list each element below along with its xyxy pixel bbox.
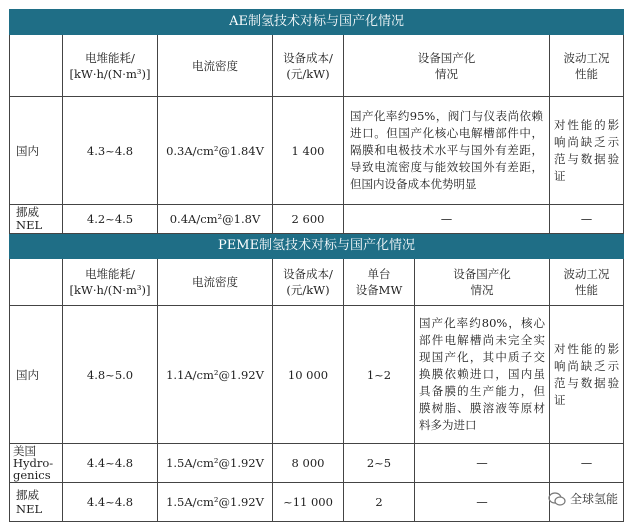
comparison-table	[9, 9, 624, 522]
table-row	[10, 306, 624, 444]
row-name: 挪威 NEL	[10, 205, 63, 234]
table-row	[10, 205, 624, 234]
current-cell: 1.5A/cm²@1.92V	[158, 444, 273, 483]
peme-header-localization-text: 设备国产化 情况	[453, 267, 511, 297]
ae-title: AE制氢技术对标与国产化情况	[10, 10, 624, 35]
mw-cell: 2~5	[344, 444, 415, 483]
row-name: 美国 Hydro- genics	[10, 444, 63, 483]
energy-cell: 4.3~4.8	[63, 97, 158, 205]
ae-header-fluctuation-text: 波动工况 性能	[563, 50, 610, 81]
peme-header-localization	[415, 259, 550, 306]
current-cell: 1.5A/cm²@1.92V	[158, 483, 273, 522]
peme-title-row	[10, 234, 624, 259]
wechat-icon	[548, 492, 566, 506]
peme-header-current: 电流密度	[158, 259, 273, 306]
peme-header-energy	[63, 259, 158, 306]
current-cell: 1.1A/cm²@1.92V	[158, 306, 273, 444]
localization-cell: —	[344, 205, 550, 234]
peme-header-mw	[344, 259, 415, 306]
peme-header-cost	[273, 259, 344, 306]
ae-header-fluctuation	[550, 35, 624, 97]
cost-cell: 1 400	[273, 97, 344, 205]
row-name: 国内	[10, 306, 63, 444]
mw-cell: 2	[344, 483, 415, 522]
ae-header-blank	[10, 35, 63, 97]
ae-header-localization-text: 设备国产化 情况	[417, 50, 476, 81]
peme-header-cost-text: 设备成本/ (元/kW)	[283, 267, 333, 297]
cost-cell: ~11 000	[273, 483, 344, 522]
peme-header-row	[10, 259, 624, 306]
ae-header-cost-text: 设备成本/ (元/kW)	[283, 50, 333, 81]
cost-cell: 10 000	[273, 306, 344, 444]
peme-header-energy-text: 电堆能耗/ [kW·h/(N·m³)]	[69, 267, 151, 297]
ae-header-energy-text: 电堆能耗/ [kW·h/(N·m³)]	[69, 50, 151, 81]
peme-header-fluctuation	[550, 259, 624, 306]
cost-cell: 2 600	[273, 205, 344, 234]
row-name: 国内	[10, 97, 63, 205]
ae-header-current: 电流密度	[158, 35, 273, 97]
energy-cell: 4.4~4.8	[63, 483, 158, 522]
watermark-text: 全球氢能	[569, 492, 618, 506]
fluctuation-cell: —	[550, 444, 624, 483]
ae-header-cost	[273, 35, 344, 97]
ae-header-row	[10, 35, 624, 97]
localization-cell: —	[415, 483, 550, 522]
ae-header-energy	[63, 35, 158, 97]
peme-title: PEME制氢技术对标与国产化情况	[10, 234, 624, 259]
energy-cell: 4.8~5.0	[63, 306, 158, 444]
localization-cell: —	[415, 444, 550, 483]
row-name: 挪威 NEL	[10, 483, 63, 522]
energy-cell: 4.4~4.8	[63, 444, 158, 483]
table-row	[10, 444, 624, 483]
fluctuation-cell: 对性能的影响尚缺乏示范与数据验证	[550, 306, 624, 444]
ae-title-row	[10, 10, 624, 35]
ae-header-localization	[344, 35, 550, 97]
current-cell: 0.3A/cm²@1.84V	[158, 97, 273, 205]
watermark	[548, 490, 618, 507]
peme-header-mw-text: 单台 设备MW	[355, 267, 403, 297]
localization-cell: 国产化率约80%，核心部件电解槽尚未完全实现国产化，其中质子交换膜依赖进口，国内虽具备膜的生产能力，但膜树脂、膜溶液等原材料多为进口	[415, 306, 550, 444]
table-row	[10, 97, 624, 205]
table-row	[10, 483, 624, 522]
fluctuation-cell: —	[550, 205, 624, 234]
peme-header-blank	[10, 259, 63, 306]
current-cell: 0.4A/cm²@1.8V	[158, 205, 273, 234]
cost-cell: 8 000	[273, 444, 344, 483]
peme-header-fluctuation-text: 波动工况 性能	[563, 267, 610, 297]
fluctuation-cell: 对性能的影响尚缺乏示范与数据验证	[550, 97, 624, 205]
mw-cell: 1~2	[344, 306, 415, 444]
localization-cell: 国产化率约95%，阀门与仪表尚依赖进口。但国产化核心电解槽部件中，隔膜和电极技术水平与国外有差距，导致电流密度与能效较国外有差距，但国内设备成本优势明显	[344, 97, 550, 205]
energy-cell: 4.2~4.5	[63, 205, 158, 234]
